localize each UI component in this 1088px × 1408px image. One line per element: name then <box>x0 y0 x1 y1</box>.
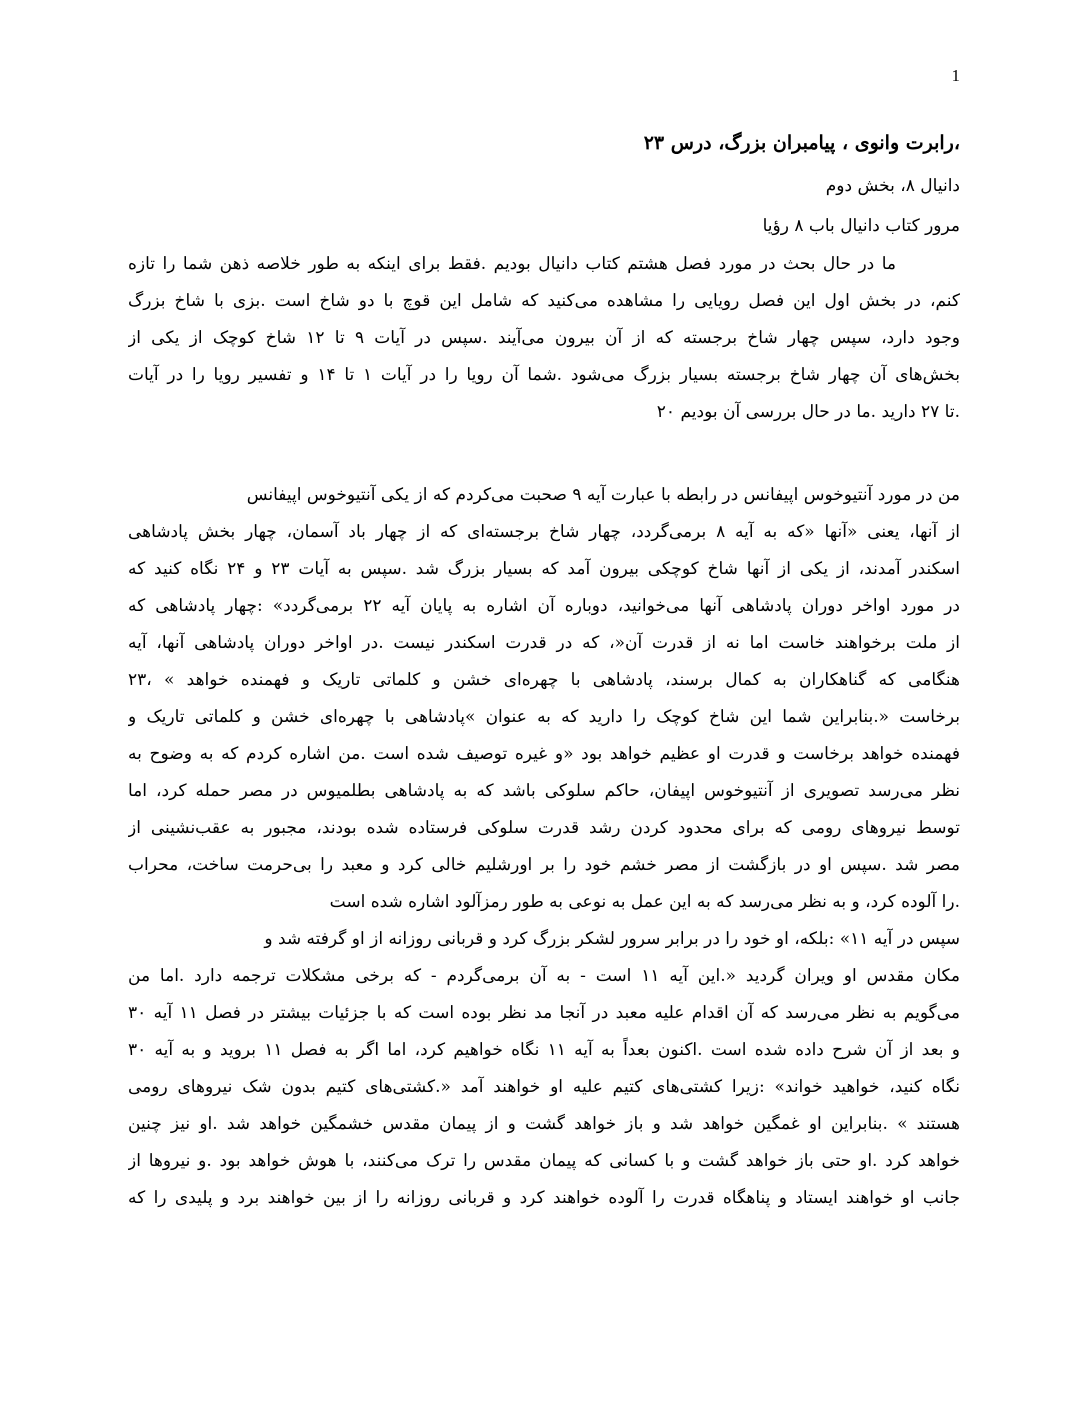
document-body <box>128 120 960 1217</box>
paragraph-lead-text: من در مورد آنتیوخوس اپیفانس در رابطه با عبارت آیه ۹ صحبت می‌کردم که از یکی <box>380 485 960 505</box>
paragraph-line: نگاه کنید، خواهید خواند» :زیرا کشتی‌های کتیم علیه او خواهند آمد «.کشتی‌های کتیم بدون شک نیروهای رومی <box>128 1077 960 1097</box>
paragraph-line: بخش‌های آن چهار شاخ برجسته بسیار بزرگ می‌شود .شما آن رویا را در آیات ۱ تا ۱۴ و تفسیر رویا را در آیات <box>128 365 960 385</box>
paragraph-line: خواهد کرد .او حتی باز خواهد گشت و با کسانی که پیمان مقدس را ترک می‌کنند، با هوش خواهد بود .و نیروها از <box>128 1151 960 1171</box>
paragraph-line: جانب او خواهند ایستاد و پناهگاه قدرت را آلوده خواهند کرد و قربانی روزانه را از بین خواهند برد و پلیدی را که <box>128 1188 960 1208</box>
paragraph-line: نظر می‌رسد تصویری از آنتیوخوس اپیفان، حاکم سلوکی باشد که به پادشاهی بطلمیوس در مصر حمله کرد، اما <box>128 781 960 801</box>
paragraph-line: .تا ۲۷ دارید .ما در حال بررسی آن بودیم ۲۰ <box>656 402 960 422</box>
page-number: 1 <box>951 66 960 85</box>
paragraph-line: از ملت برخواهند خاست اما نه از قدرت آن«، که در قدرت اسکندر نیست .در اواخر دوران پادشاهی آنها، آیه <box>128 633 960 653</box>
paragraph-2 <box>128 477 960 921</box>
paragraph-line: در مورد اواخر دوران پادشاهی آنها می‌خوانید، دوباره آن اشاره به پایان آیه ۲۲ برمی‌گردد» :چهار پادشاهی که <box>128 596 960 616</box>
paragraph-line: برخاست «.بنابراین شما این شاخ کوچک را دارید که به عنوان »پادشاهی با چهره‌ای خشن و کلماتی تاریک و <box>128 707 960 727</box>
subtitle-chapter: دانیال ۸، بخش دوم <box>825 176 960 196</box>
document-title: ،رابرت وانوی ، پیامبران بزرگ، درس ۲۳ <box>643 132 960 154</box>
paragraph-line: و بعد از آن شرح داده شده است .اکنون بعداً به آیه ۱۱ نگاه خواهیم کرد، اما اگر به فصل ۱۱ بروید و به آیه ۳۰ <box>128 1040 960 1060</box>
subtitle-review: مرور کتاب دانیال باب ۸ رؤیا <box>762 216 960 236</box>
paragraph-1 <box>128 246 960 431</box>
paragraph-line: مکان مقدس او ویران گردید «.این آیه ۱۱ است - به آن برمی‌گردم - که برخی مشکلات ترجمه دارد .اما من <box>128 966 960 986</box>
paragraph-lead-line <box>128 477 960 514</box>
paragraph-line: هنگامی که گناهکاران به کمال برسند، پادشاهی با چهره‌ای خشن و کلماتی تاریک و فهمنده خواهد » ،۲۳ <box>128 670 960 690</box>
paragraph-line: سپس در آیه ۱۱» :بلکه، او خود را در برابر سرور لشکر بزرگ کرد و قربانی روزانه از او گرفته شد و <box>264 929 960 949</box>
paragraph-line: اسکندر آمدند، از یکی از آنها شاخ کوچکی بیرون آمد که بسیار بزرگ شد .سپس به آیات ۲۳ و ۲۴ نگاه کنید که <box>128 559 960 579</box>
paragraph-line: فهمنده خواهد برخاست و قدرت او عظیم خواهد بود «و غیره توصیف شده است .من اشاره کردم که به وضوح به <box>128 744 960 764</box>
paragraph-3 <box>128 921 960 1217</box>
paragraph-line: وجود دارد، سپس چهار شاخ برجسته که از آن بیرون می‌آیند .سپس در آیات ۹ تا ۱۲ شاخ کوچک از یکی از <box>128 328 960 348</box>
paragraph-line: توسط نیروهای رومی که برای محدود کردن رشد قدرت سلوکی فرستاده شده بودند، مجبور به عقب‌نشینی از <box>128 818 960 838</box>
paragraph-lead-end: آنتیوخوس اپیفانس <box>246 485 376 505</box>
paragraph-line: ما در حال بحث در مورد فصل هشتم کتاب دانیال بودیم .فقط برای اینکه به طور خلاصه ذهن شما را تازه <box>128 254 896 274</box>
paragraph-line: می‌گویم به نظر می‌رسد که آن اقدام علیه معبد در آنجا مد نظر بوده است که با جزئیات بیشتر در فصل ۱۱ آیه ۳۰ <box>128 1003 960 1023</box>
paragraph-line: از آنها، یعنی «آنها «که به آیه ۸ برمی‌گردد، چهار شاخ برجسته‌ای که از چهار باد آسمان، چهار بخش پادشاهی <box>128 522 960 542</box>
paragraph-line: هستند » .بنابراین او غمگین خواهد شد و باز خواهد گشت و از پیمان مقدس خشمگین خواهد شد .او نیز چنین <box>128 1114 960 1134</box>
paragraph-line: مصر شد .سپس او در بازگشت از مصر خشم خود را بر اورشلیم خالی کرد و معبد را بی‌حرمت ساخت، محراب <box>128 855 960 875</box>
paragraph-line: کنم، در بخش اول این فصل رویایی را مشاهده می‌کنید که شامل این قوچ با دو شاخ است .بزی با شاخ بزرگ <box>128 291 960 311</box>
paragraph-line: .را آلوده کرد، و به نظر می‌رسد که به این عمل به نوعی به طور رمزآلود اشاره شده است <box>329 892 960 912</box>
